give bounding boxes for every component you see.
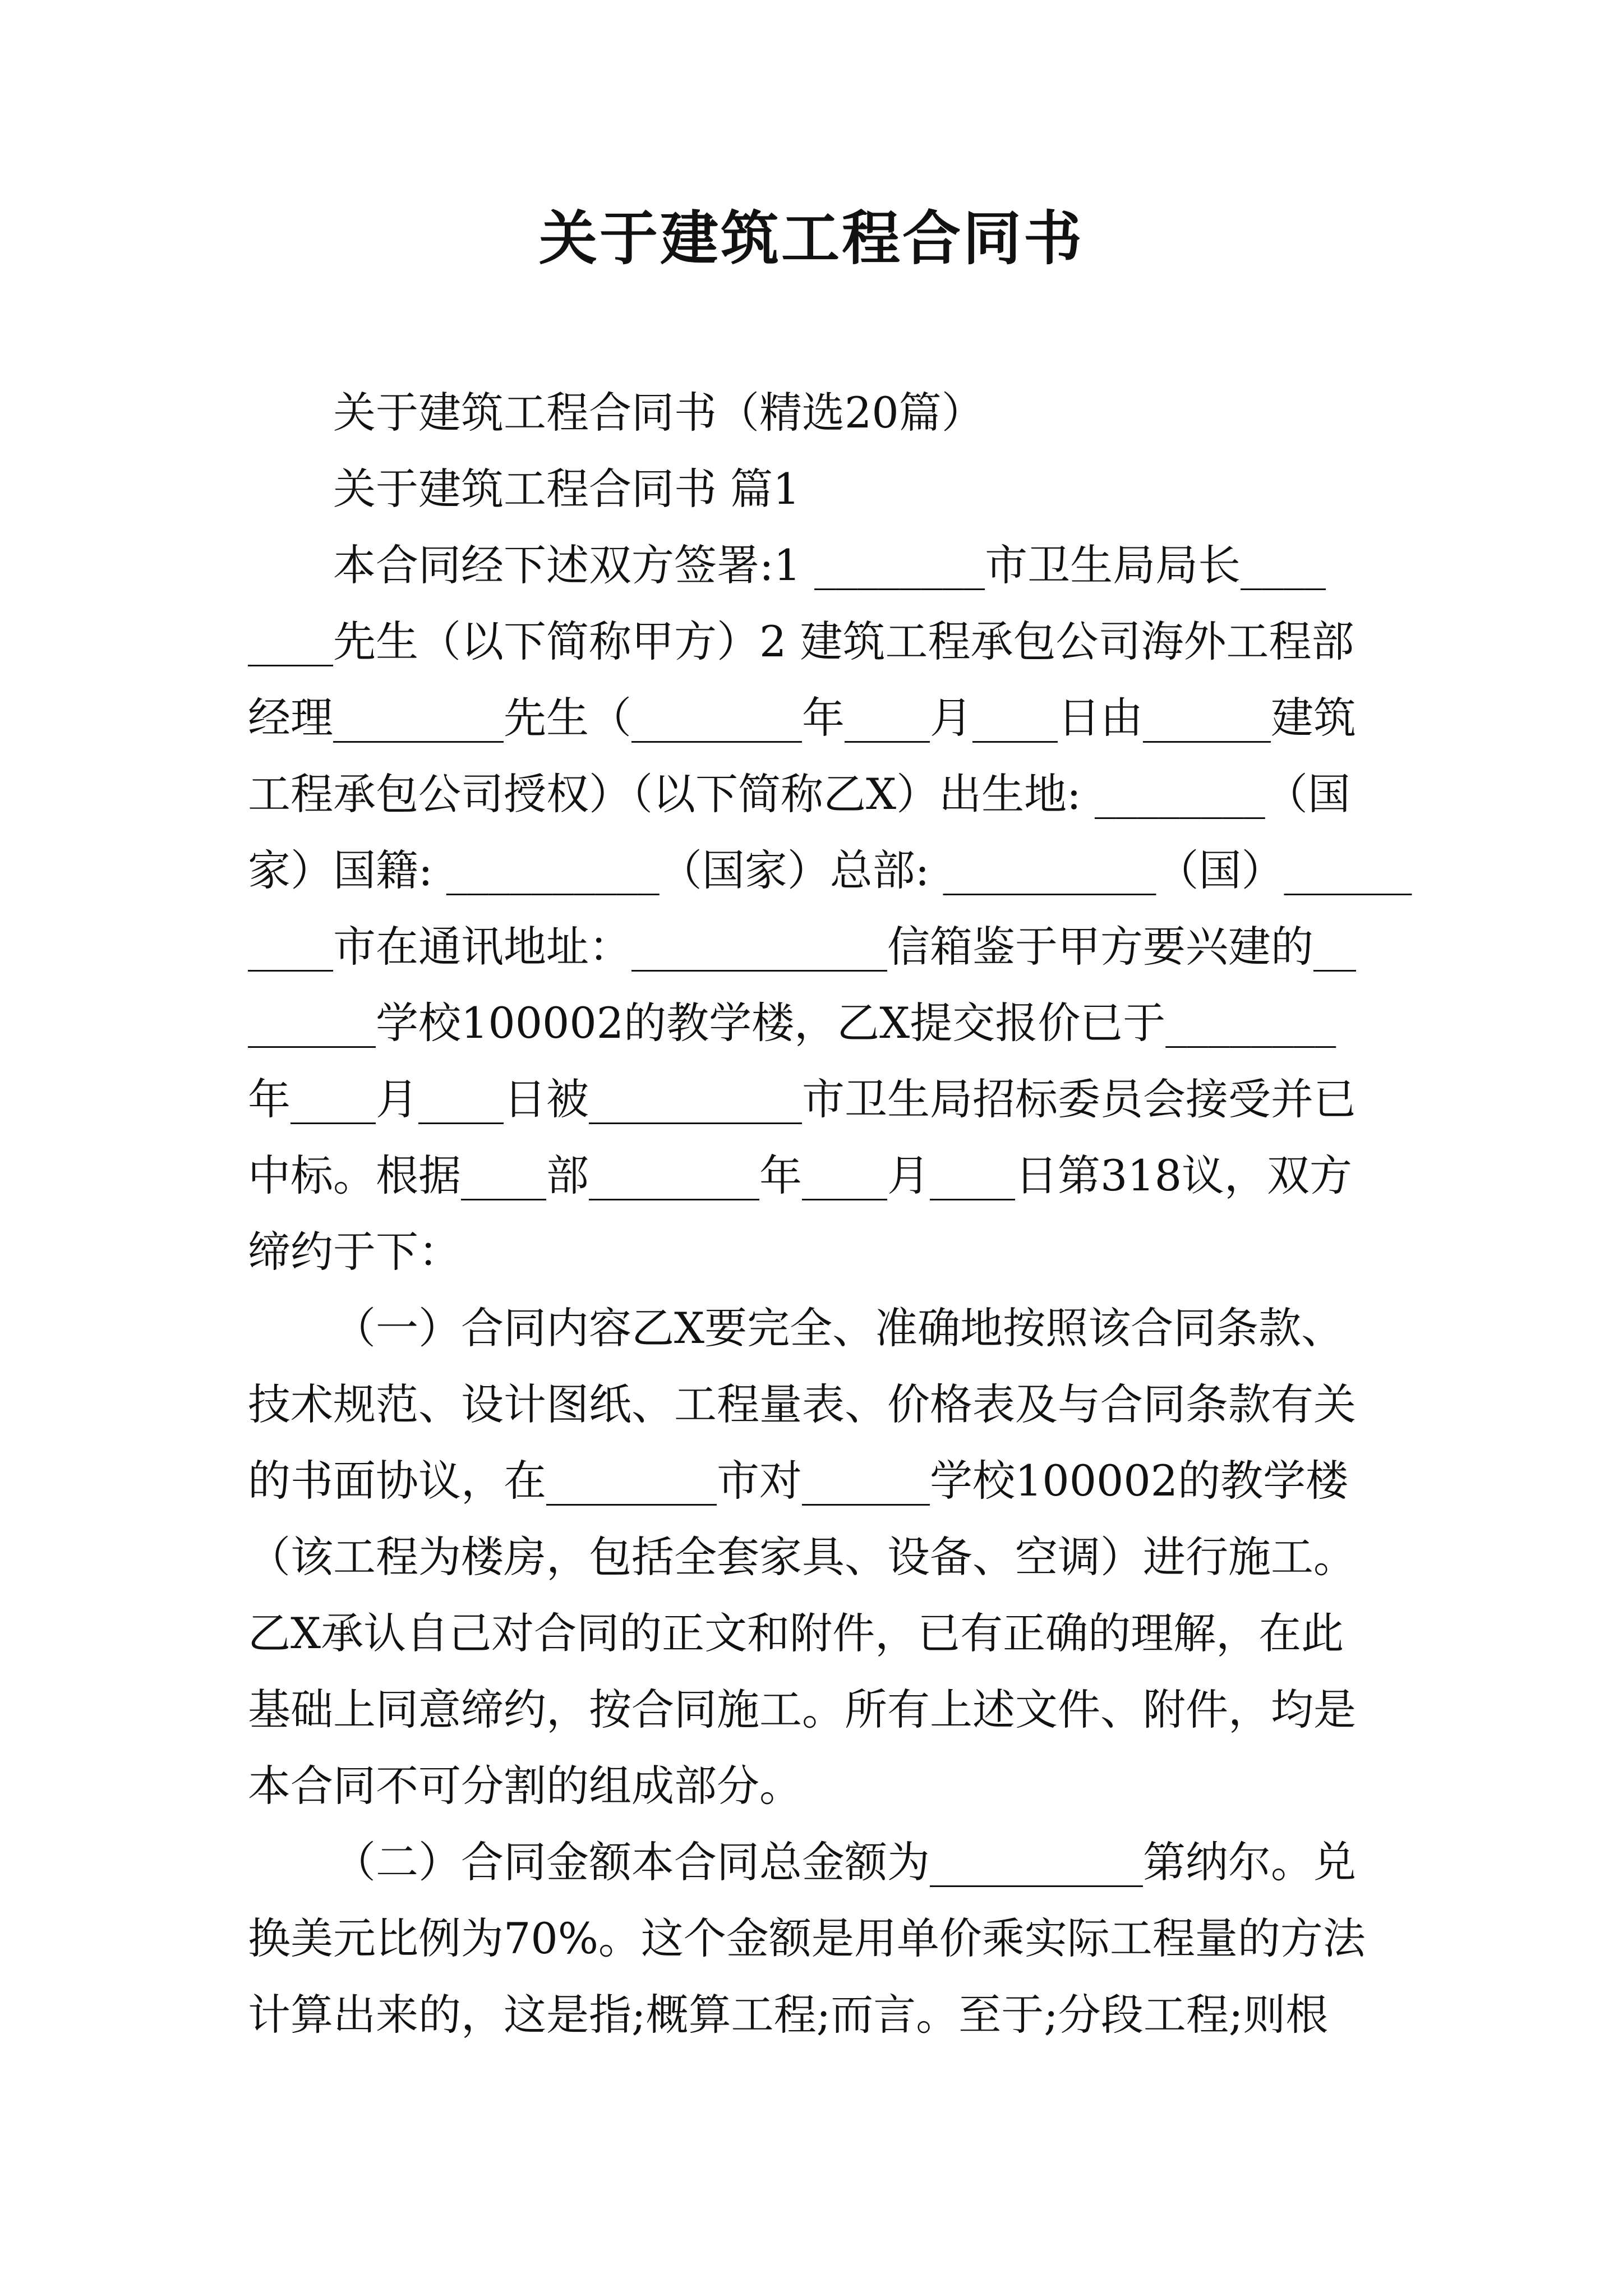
paragraph-line: ____市在通讯地址：____________信箱鉴于甲方要兴建的__ [248, 922, 1356, 972]
paragraph-line: 关于建筑工程合同书（精选20篇） [333, 388, 984, 438]
document-body [248, 375, 1412, 2053]
paragraph-line: 基础上同意缔约，按合同施工。所有上述文件、附件，均是 [248, 1685, 1356, 1734]
paragraph-line: 家）国籍: __________（国家）总部: __________（国）______ [248, 845, 1412, 895]
paragraph-line: 技术规范、设计图纸、工程量表、价格表及与合同条款有关 [248, 1379, 1356, 1429]
paragraph-line: ______学校100002的教学楼，乙X提交报价已于________ [248, 998, 1336, 1048]
section-heading: 关于建筑工程合同书 篇1 [333, 464, 800, 514]
paragraph-line: 乙X承认自己对合同的正文和附件，已有正确的理解，在此 [248, 1608, 1344, 1658]
paragraph-line: （一）合同内容乙X要完全、准确地按照该合同条款、 [333, 1303, 1344, 1353]
paragraph-line: 本合同经下述双方签署:1 ________市卫生局局长____ [333, 540, 1326, 590]
paragraph-line: 换美元比例为70%。这个金额是用单价乘实际工程量的方法 [248, 1913, 1366, 1963]
paragraph-line: 计算出来的，这是指;概算工程;而言。至于;分段工程;则根 [248, 1990, 1329, 2040]
paragraph-line: 经理________先生（________年____月____日由______建筑 [248, 693, 1356, 743]
paragraph-line: 中标。根据____部________年____月____日第318议，双方 [248, 1151, 1353, 1200]
paragraph-line: ____先生（以下简称甲方）2 建筑工程承包公司海外工程部 [248, 616, 1354, 666]
document-title: 关于建筑工程合同书 [538, 204, 1084, 273]
paragraph-line: 年____月____日被__________市卫生局招标委员会接受并已 [248, 1074, 1356, 1124]
paragraph-line: 的书面协议，在________市对______学校100002的教学楼 [248, 1456, 1349, 1506]
paragraph-line: （二）合同金额本合同总金额为__________第纳尔。兑 [333, 1837, 1356, 1887]
paragraph-line: 工程承包公司授权）（以下简称乙X）出生地: ________（国 [248, 769, 1350, 819]
paragraph-line: 缔约于下： [248, 1227, 461, 1277]
paragraph-line: （该工程为楼房，包括全套家具、设备、空调）进行施工。 [248, 1532, 1356, 1582]
paragraph-line: 本合同不可分割的组成部分。 [248, 1761, 802, 1811]
